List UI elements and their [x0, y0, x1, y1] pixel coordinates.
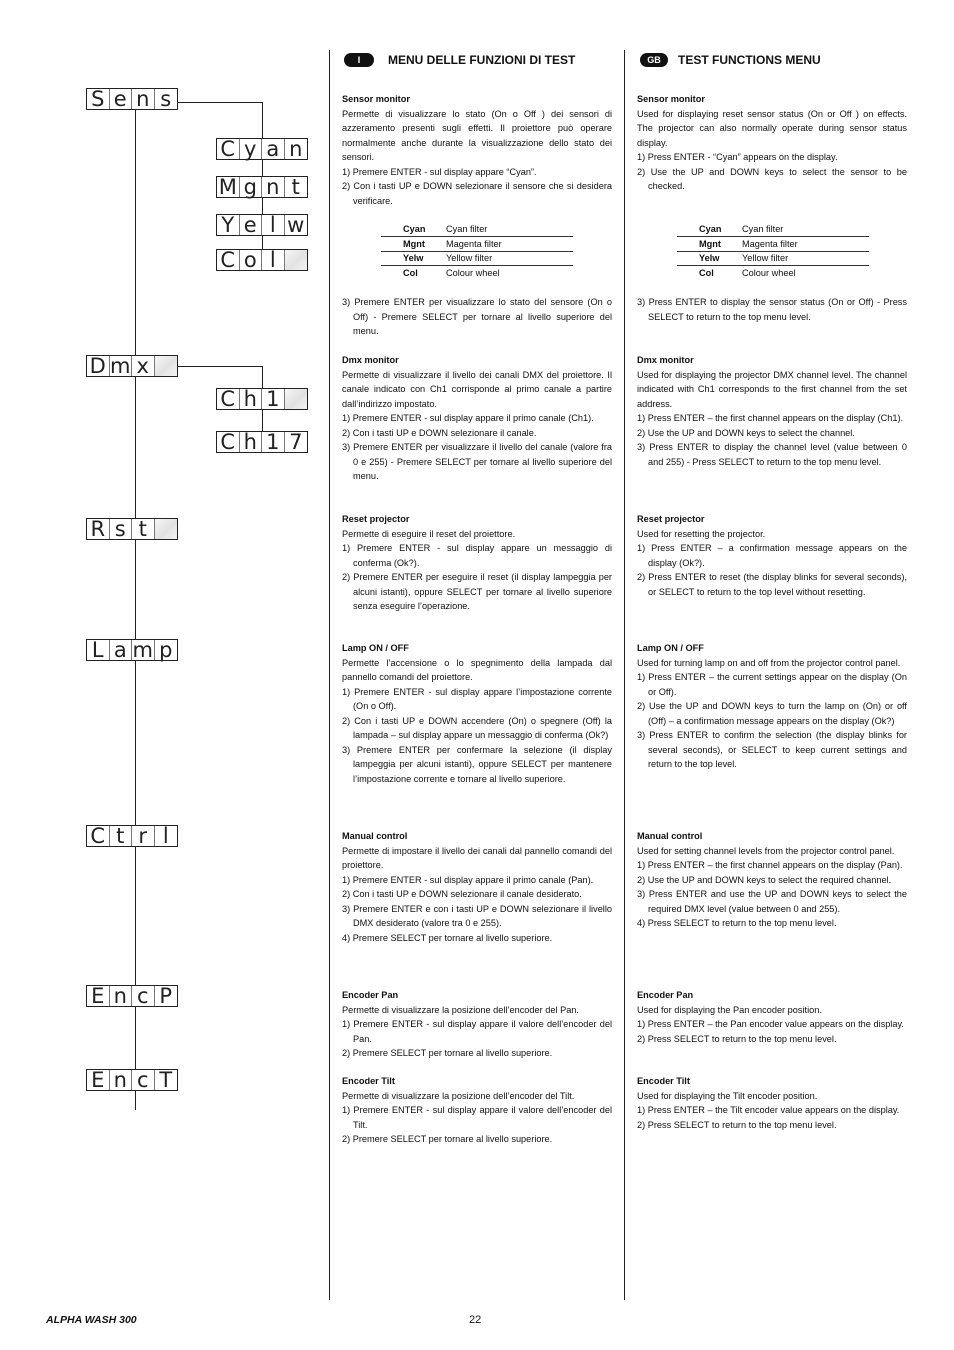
lcd-char: C — [217, 250, 240, 270]
lcd-sens — [86, 88, 178, 110]
lcd-char: o — [240, 250, 263, 270]
legend-value: Magenta filter — [742, 237, 869, 252]
step: 2) Use the UP and DOWN keys to select the channel. — [637, 427, 855, 438]
step: 2) Con i tasti UP e DOWN selezionare il canale desiderato. — [342, 889, 582, 899]
step: 1) Premere ENTER - sul display appare il valore dell’encoder del Pan. — [342, 1019, 612, 1044]
step: 2) Press SELECT to return to the top menu level. — [637, 1119, 837, 1130]
section-title: Encoder Tilt — [637, 1076, 690, 1086]
lcd-char: l — [262, 215, 285, 235]
section-title: Dmx monitor — [342, 355, 399, 365]
step: 4) Press SELECT to return to the top menu level. — [637, 918, 837, 928]
step: 1) Press ENTER - “Cyan” appears on the display. — [637, 152, 838, 162]
legend-value: Yellow filter — [742, 251, 869, 266]
section-intro: Used for displaying the Tilt encoder position. — [637, 1090, 818, 1101]
column-divider-right — [624, 50, 625, 1300]
section-title: Lamp ON / OFF — [342, 643, 409, 653]
lcd-char: R — [87, 519, 110, 539]
section-title: Encoder Pan — [637, 990, 694, 1000]
section-intro: Permette di visualizzare la posizione dell’encoder del Tilt. — [342, 1090, 575, 1101]
gb-encpan-section — [637, 988, 907, 1046]
lcd-char: 1 — [262, 389, 285, 409]
it-lamp-section — [342, 641, 612, 786]
lcd-char: L — [87, 640, 110, 660]
lcd-char: n — [110, 986, 133, 1006]
lcd-char — [285, 250, 308, 270]
lcd-char: C — [217, 389, 240, 409]
legend-key: Yelw — [381, 251, 446, 266]
section-intro: Permette di visualizzare lo stato (On o Off ) dei sensori di azzeramento presenti sugli effetti. Il proiettore può operare normalmente anche durante la visualizzazione dello stato dei sensori. — [342, 108, 612, 162]
lcd-enct — [86, 1069, 178, 1091]
section-intro: Permette di impostare il livello dei canali dal pannello comandi del proiettore. — [342, 845, 612, 870]
lcd-char: p — [159, 638, 173, 662]
legend-value: Cyan filter — [742, 222, 869, 237]
lcd-char — [285, 389, 308, 409]
it-sensor-section — [342, 92, 612, 208]
it-sensor-step3 — [342, 295, 612, 339]
lcd-mgnt — [216, 176, 308, 198]
legend-key: Cyan — [381, 222, 446, 237]
lcd-char: a — [110, 640, 133, 660]
lcd-char: M — [217, 177, 240, 197]
gb-manual-section — [637, 829, 907, 931]
lcd-char: E — [87, 986, 110, 1006]
step: 2) Use the UP and DOWN keys to select the sensor to be checked. — [637, 166, 907, 191]
lcd-char: n — [110, 1070, 133, 1090]
step: 2) Use the UP and DOWN keys to turn the lamp on (On) or off (Off) – a confirmation message appears on the display (Ok?) — [637, 701, 907, 726]
step: 2) Con i tasti UP e DOWN accendere (On) o spegnere (Off) la lampada – sul display appare un messaggio di conferma (Ok?) — [342, 715, 612, 740]
section-title: Sensor monitor — [637, 94, 705, 104]
section-intro: Permette di eseguire il reset del proiettore. — [342, 528, 516, 539]
lcd-ch1 — [216, 388, 308, 410]
lcd-char: m — [132, 638, 153, 662]
step: 3) Press ENTER to display the sensor status (On or Off) - Press SELECT to return to the top menu level. — [637, 297, 907, 322]
lcd-char: w — [287, 213, 305, 237]
lcd-char: D — [87, 356, 110, 376]
section-title: Manual control — [342, 831, 408, 841]
lcd-char: n — [132, 89, 155, 109]
lcd-char — [155, 519, 178, 539]
lcd-char: a — [262, 139, 285, 159]
step: 2) Press SELECT to return to the top menu level. — [637, 1033, 837, 1044]
lcd-char: h — [240, 389, 263, 409]
step: 3) Premere ENTER per visualizzare il livello del canale (valore fra 0 e 255) - Premere SELECT per tornare al livello superiore del menu. — [342, 442, 612, 481]
it-menu-title: MENU DELLE FUNZIONI DI TEST — [388, 53, 576, 67]
step: 1) Premere ENTER - sul display appare il primo canale (Pan). — [342, 874, 594, 885]
lcd-char: e — [240, 215, 263, 235]
legend-key: Col — [699, 268, 714, 278]
lcd-cyan — [216, 138, 308, 160]
section-intro: Permette di visualizzare la posizione dell’encoder del Pan. — [342, 1004, 579, 1015]
lcd-encp — [86, 985, 178, 1007]
it-enctilt-section — [342, 1074, 612, 1147]
lcd-char: t — [291, 175, 300, 199]
legend-value: Yellow filter — [446, 251, 573, 266]
it-sensor-legend — [381, 222, 573, 280]
legend-value: Colour wheel — [446, 268, 500, 278]
step: 1) Press ENTER – a confirmation message appears on the display (Ok?). — [637, 543, 907, 568]
lang-badge-gb: GB — [640, 53, 668, 67]
legend-value: Magenta filter — [446, 237, 573, 252]
lcd-char: t — [110, 826, 133, 846]
lcd-char: t — [132, 519, 155, 539]
it-dmx-section — [342, 353, 612, 484]
lcd-char: n — [262, 177, 285, 197]
section-title: Manual control — [637, 831, 703, 841]
lcd-char: n — [289, 137, 303, 161]
gb-enctilt-section — [637, 1074, 907, 1132]
legend-key: Mgnt — [381, 237, 446, 252]
section-title: Reset projector — [637, 514, 705, 524]
lcd-char: e — [110, 89, 133, 109]
lcd-char: c — [132, 986, 155, 1006]
step: 2) Premere SELECT per tornare al livello superiore. — [342, 1048, 553, 1058]
step: 1) Premere ENTER - sul display appare il primo canale (Ch1). — [342, 413, 594, 423]
section-title: Encoder Pan — [342, 990, 399, 1000]
lcd-char: 7 — [289, 430, 303, 454]
step: 3) Press ENTER to display the channel level (value between 0 and 255) - Press SELECT to return to the top menu level. — [637, 442, 907, 467]
section-title: Dmx monitor — [637, 355, 694, 365]
lcd-yelw — [216, 214, 308, 236]
section-intro: Permette di visualizzare il livello dei canali DMX del proiettore. Il canale indicato con Ch1 corrisponde al primo canale a partire dall’indirizzo impostato. — [342, 369, 612, 409]
tree-trunk — [135, 110, 136, 1110]
step: 1) Premere ENTER - sul display appare “Cyan”. — [342, 166, 537, 177]
step: 1) Press ENTER – the Tilt encoder value appears on the display. — [637, 1105, 900, 1115]
lcd-ctrl — [86, 825, 178, 847]
section-title: Encoder Tilt — [342, 1076, 395, 1086]
it-header — [344, 53, 575, 67]
lcd-ch17 — [216, 431, 308, 453]
gb-reset-section — [637, 512, 907, 599]
section-intro: Used for displaying reset sensor status (On or Off ) on effects. The projector can also normally operate during sensor status display. — [637, 108, 907, 148]
lcd-char: s — [110, 519, 133, 539]
lcd-char: T — [159, 1068, 173, 1092]
step: 1) Premere ENTER - sul display appare l’impostazione corrente (On o Off). — [342, 686, 612, 711]
legend-row — [381, 266, 573, 281]
step: 3) Premere ENTER e con i tasti UP e DOWN selezionare il livello DMX desiderato (valore tra 0 e 255). — [342, 903, 612, 928]
it-encpan-section — [342, 988, 612, 1061]
lcd-char: P — [159, 984, 173, 1008]
it-reset-section — [342, 512, 612, 614]
step: 1) Press ENTER – the first channel appears on the display (Pan). — [637, 860, 903, 870]
gb-sensor-legend — [677, 222, 869, 280]
lcd-col — [216, 249, 308, 271]
step: 1) Press ENTER – the current settings appear on the display (On or Off). — [637, 672, 907, 697]
step: 1) Press ENTER – the first channel appears on the display (Ch1). — [637, 413, 904, 423]
lang-badge-it: I — [344, 53, 374, 67]
lcd-char: c — [132, 1070, 155, 1090]
section-title: Sensor monitor — [342, 94, 410, 104]
lcd-char: h — [240, 432, 263, 452]
lcd-char: C — [217, 139, 240, 159]
lcd-char: y — [240, 139, 263, 159]
column-divider-left — [329, 50, 330, 1300]
lcd-lamp — [86, 639, 178, 661]
section-intro: Used for turning lamp on and off from the projector control panel. — [637, 657, 901, 668]
lcd-char: S — [87, 89, 110, 109]
gb-sensor-section — [637, 92, 907, 194]
step: 2) Press ENTER to reset (the display blinks for several seconds), or SELECT to return to the top level without resetting. — [637, 572, 907, 597]
gb-dmx-section — [637, 353, 907, 469]
lcd-char: 1 — [262, 432, 285, 452]
legend-row — [677, 237, 869, 252]
step: 2) Premere ENTER per eseguire il reset (il display lampeggia per alcuni istanti), oppure SELECT per tornare al livello superiore senza eseguire l’operazione. — [342, 572, 612, 611]
legend-key: Col — [403, 268, 418, 278]
legend-row — [677, 222, 869, 237]
section-intro: Used for resetting the projector. — [637, 528, 766, 539]
page-number: 22 — [469, 1314, 482, 1326]
step: 3) Premere ENTER per confermare la selezione (il display lampeggia per alcuni istanti), oppure SELECT per mantenere l’impostazione corrente e tornare al livello superiore. — [342, 744, 612, 784]
lcd-char: m — [110, 354, 131, 378]
lcd-char: C — [87, 826, 110, 846]
step: 2) Use the UP and DOWN keys to select the required channel. — [637, 874, 892, 885]
legend-row — [381, 237, 573, 252]
legend-value: Cyan filter — [446, 222, 573, 237]
legend-row — [381, 251, 573, 266]
lcd-rst — [86, 518, 178, 540]
step: 1) Premere ENTER - sul display appare un messaggio di conferma (Ok?). — [342, 543, 612, 568]
lcd-char: E — [87, 1070, 110, 1090]
gb-sensor-step3 — [637, 295, 907, 324]
gb-lamp-section — [637, 641, 907, 772]
it-manual-section — [342, 829, 612, 945]
legend-key: Yelw — [677, 251, 742, 266]
section-title: Lamp ON / OFF — [637, 643, 704, 653]
lcd-char: s — [160, 87, 172, 111]
legend-key: Cyan — [677, 222, 742, 237]
lcd-char — [155, 356, 178, 376]
legend-row — [381, 222, 573, 237]
dmx-branch — [176, 366, 262, 367]
lcd-char: x — [132, 356, 155, 376]
lcd-char: l — [162, 824, 169, 848]
section-intro: Permette l’accensione o lo spegnimento della lampada dal pannello comandi del proiettore. — [342, 657, 612, 682]
lcd-char: r — [132, 826, 155, 846]
step: 2) Premere SELECT per tornare al livello superiore. — [342, 1134, 553, 1144]
step: 4) Premere SELECT per tornare al livello superiore. — [342, 932, 553, 943]
gb-header — [640, 53, 821, 67]
step: 1) Press ENTER – the Pan encoder value appears on the display. — [637, 1019, 904, 1029]
lcd-char: Y — [217, 215, 240, 235]
lcd-char: l — [262, 250, 285, 270]
lcd-dmx — [86, 355, 178, 377]
product-name: ALPHA WASH 300 — [46, 1314, 137, 1326]
section-intro: Used for displaying the Pan encoder position. — [637, 1004, 822, 1015]
step: 3) Press ENTER to confirm the selection (the display blinks for several seconds), or SELECT to keep current settings and return to the top level. — [637, 730, 907, 769]
legend-row — [677, 251, 869, 266]
step: 2) Con i tasti UP e DOWN selezionare il canale. — [342, 427, 537, 438]
lcd-char: C — [217, 432, 240, 452]
section-intro: Used for setting channel levels from the projector control panel. — [637, 845, 895, 856]
step: 3) Press ENTER and use the UP and DOWN keys to select the required DMX level (value between 0 and 255). — [637, 889, 907, 914]
legend-value: Colour wheel — [742, 268, 796, 278]
section-title: Reset projector — [342, 514, 410, 524]
lcd-char: g — [240, 177, 263, 197]
legend-row — [677, 266, 869, 281]
step: 1) Premere ENTER - sul display appare il valore dell’encoder del Tilt. — [342, 1105, 612, 1130]
gb-menu-title: TEST FUNCTIONS MENU — [678, 53, 821, 67]
legend-key: Mgnt — [677, 237, 742, 252]
step: 3) Premere ENTER per visualizzare lo stato del sensore (On o Off) - Premere SELECT per tornare al livello superiore del menu. — [342, 297, 612, 336]
sens-branch — [176, 102, 262, 103]
section-intro: Used for displaying the projector DMX channel level. The channel indicated with Ch1 corresponds to the first channel from the set address. — [637, 369, 907, 409]
step: 2) Con i tasti UP e DOWN selezionare il sensore che si desidera verificare. — [342, 181, 612, 206]
